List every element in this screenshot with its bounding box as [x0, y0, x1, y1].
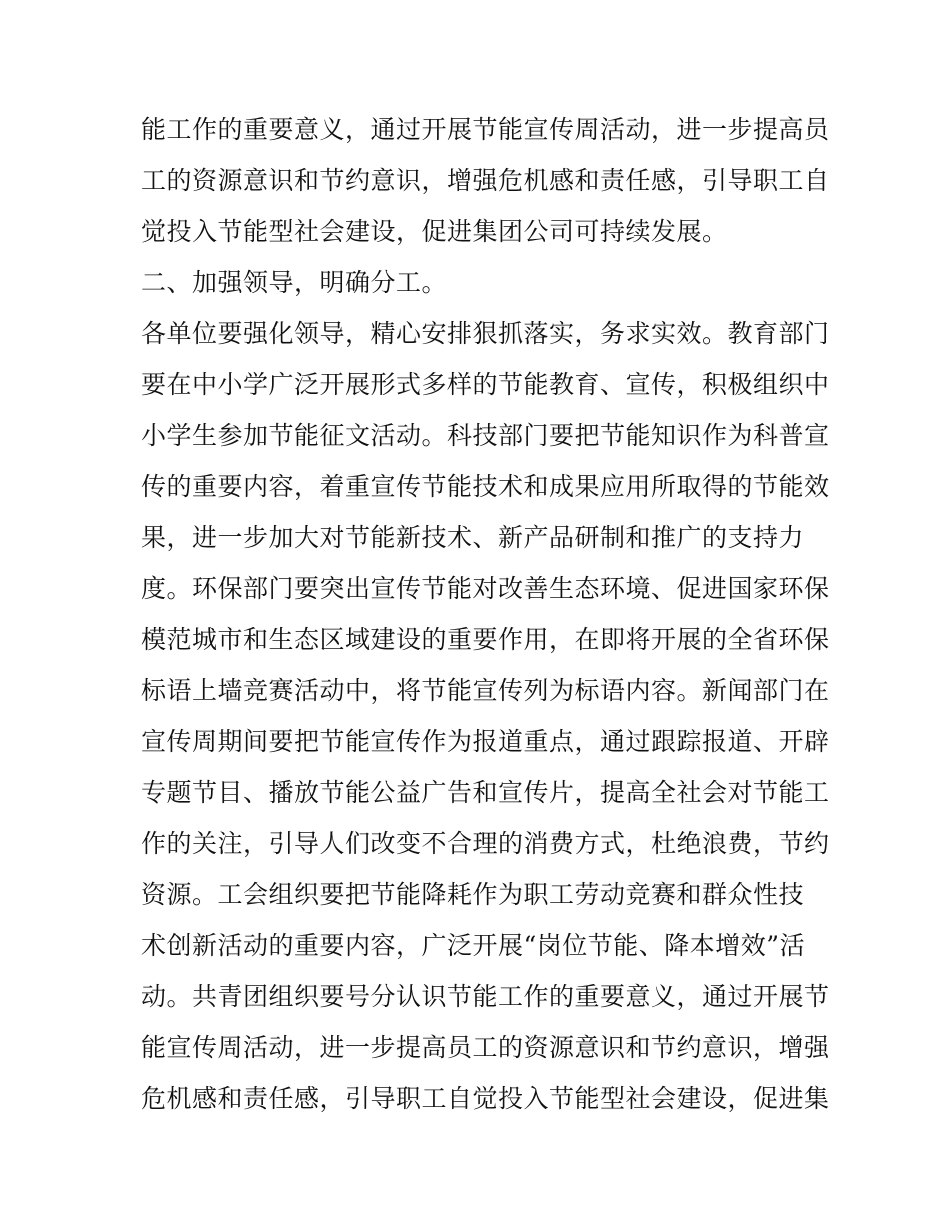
body-text-line: 各单位要强化领导，精心安排狠抓落实，务求实效。教育部门	[141, 319, 830, 348]
body-text-line: 要在中小学广泛开展形式多样的节能教育、宣传，积极组织中	[141, 370, 830, 399]
body-text-line: 宣传周期间要把节能宣传作为报道重点，通过跟踪报道、开辟	[141, 727, 830, 756]
body-text-line: 觉投入节能型社会建设，促进集团公司可持续发展。	[141, 217, 728, 246]
body-text-line: 小学生参加节能征文活动。科技部门要把节能知识作为科普宣	[141, 421, 830, 450]
body-text-line: 模范城市和生态区域建设的重要作用，在即将开展的全省环保	[141, 625, 830, 654]
body-text-line: 传的重要内容，着重宣传节能技术和成果应用所取得的节能效	[141, 472, 830, 501]
body-text-line: 能宣传周活动，进一步提高员工的资源意识和节约意识，增强	[141, 1033, 830, 1062]
body-text-line: 专题节目、播放节能公益广告和宣传片，提高全社会对节能工	[141, 778, 830, 807]
body-text-line: 动。共青团组织要号分认识节能工作的重要意义，通过开展节	[141, 982, 830, 1011]
body-text-line: 度。环保部门要突出宣传节能对改善生态环境、促进国家环保	[141, 574, 830, 603]
body-text-line: 作的关注，引导人们改变不合理的消费方式，杜绝浪费，节约	[141, 829, 830, 858]
body-text-line: 资源。工会组织要把节能降耗作为职工劳动竞赛和群众性技	[141, 880, 805, 909]
body-text-line: 术创新活动的重要内容，广泛开展“岗位节能、降本增效”活	[141, 931, 806, 960]
body-text-line: 能工作的重要意义，通过开展节能宣传周活动，进一步提高员	[141, 115, 830, 144]
body-text-line: 果，进一步加大对节能新技术、新产品研制和推广的支持力	[141, 523, 805, 552]
body-text-line: 工的资源意识和节约意识，增强危机感和责任感，引导职工自	[141, 166, 830, 195]
body-text-line: 危机感和责任感，引导职工自觉投入节能型社会建设，促进集	[141, 1084, 830, 1113]
section-heading: 二、加强领导，明确分工。	[141, 268, 448, 297]
body-text-line: 标语上墙竞赛活动中，将节能宣传列为标语内容。新闻部门在	[141, 676, 830, 705]
